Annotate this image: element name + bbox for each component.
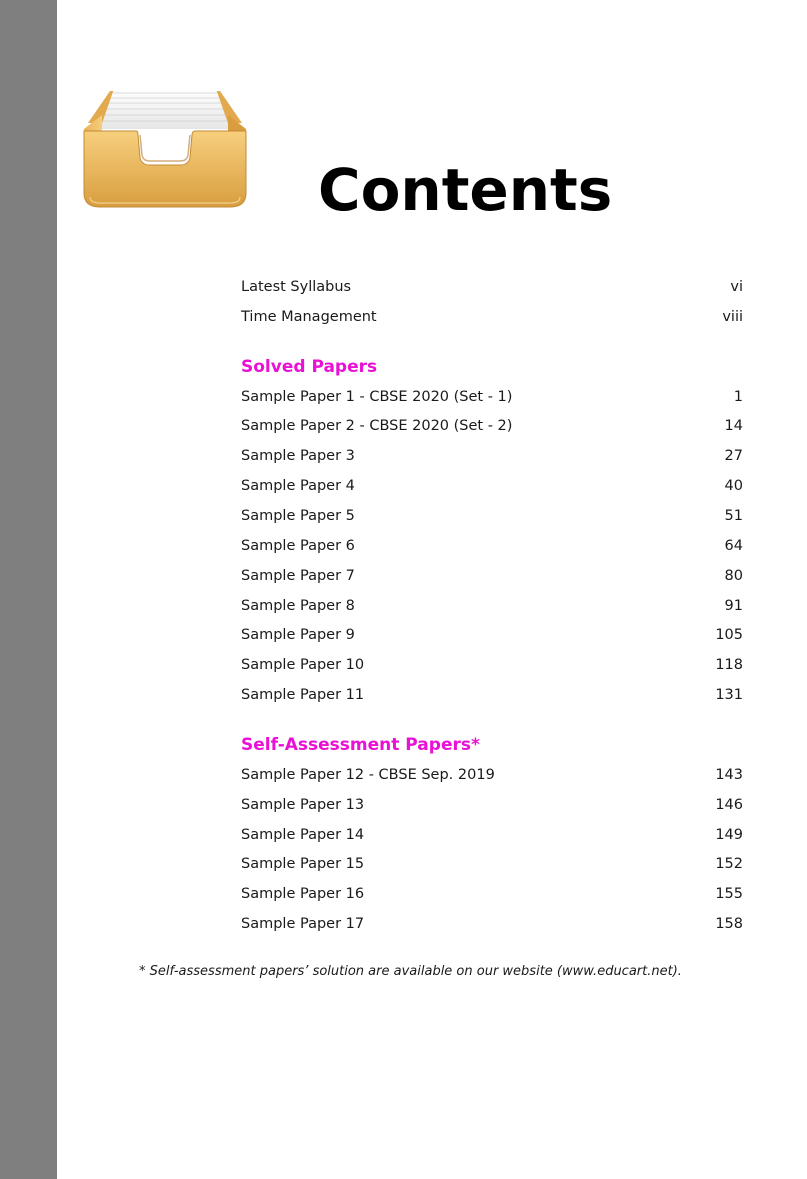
- toc-entry-label: Sample Paper 5: [241, 507, 355, 524]
- toc-entry: [241, 879, 743, 909]
- toc-entry: [241, 531, 743, 561]
- toc-entry: [241, 790, 743, 820]
- toc-entry: [241, 760, 743, 790]
- toc-entry-page: 146: [715, 796, 743, 813]
- toc-entry: [241, 650, 743, 680]
- toc-entry: [241, 441, 743, 471]
- toc-entry-page: vi: [730, 278, 743, 295]
- toc-entry: [241, 591, 743, 621]
- page-title: Contents: [318, 156, 613, 224]
- toc-entry-page: 152: [715, 856, 743, 873]
- section-spacer: [241, 332, 743, 352]
- toc-entry-latest-syllabus: [241, 272, 743, 302]
- toc-entry-page: 1: [733, 388, 743, 405]
- toc-entry-label: Sample Paper 14: [241, 826, 365, 843]
- toc-entry-label: Sample Paper 16: [241, 886, 365, 903]
- table-of-contents: [241, 272, 743, 939]
- toc-entry-label: Sample Paper 7: [241, 567, 355, 584]
- toc-entry-page: 118: [715, 657, 743, 674]
- toc-entry: [241, 501, 743, 531]
- toc-entry: [241, 620, 743, 650]
- toc-entry-page: 155: [715, 886, 743, 903]
- section-heading-solved-papers: Solved Papers: [241, 356, 378, 377]
- toc-entry-label: Sample Paper 13: [241, 796, 365, 813]
- toc-entry-page: 80: [724, 567, 743, 584]
- toc-entry-page: 91: [724, 597, 743, 614]
- toc-entry-label: Sample Paper 6: [241, 537, 355, 554]
- toc-entry-label: Sample Paper 12 - CBSE Sep. 2019: [241, 766, 495, 783]
- toc-entry-label: Sample Paper 1 - CBSE 2020 (Set - 1): [241, 388, 513, 405]
- toc-entry-page: 27: [724, 448, 743, 465]
- toc-entry-page: 64: [724, 537, 743, 554]
- toc-entry-page: 51: [724, 507, 743, 524]
- toc-entry-label: Sample Paper 8: [241, 597, 355, 614]
- toc-entry-page: 105: [715, 627, 743, 644]
- toc-entry: [241, 909, 743, 939]
- toc-entry: [241, 412, 743, 442]
- toc-entry-label: Sample Paper 11: [241, 687, 365, 704]
- toc-entry: [241, 471, 743, 501]
- toc-entry-label: Sample Paper 4: [241, 478, 355, 495]
- page-edge-bar: [0, 0, 57, 1179]
- toc-entry: [241, 680, 743, 710]
- toc-entry-label: Sample Paper 15: [241, 856, 365, 873]
- paper-tray-icon: [80, 85, 250, 210]
- toc-entry-page: viii: [722, 308, 743, 325]
- toc-entry: [241, 850, 743, 880]
- toc-entry: [241, 561, 743, 591]
- toc-entry-page: 158: [715, 916, 743, 933]
- toc-entry-label: Sample Paper 17: [241, 916, 365, 933]
- toc-entry-page: 40: [724, 478, 743, 495]
- toc-entry-label: Latest Syllabus: [241, 278, 352, 295]
- toc-entry-label: Sample Paper 2 - CBSE 2020 (Set - 2): [241, 418, 513, 435]
- toc-entry-label: Sample Paper 10: [241, 657, 365, 674]
- toc-entry: [241, 820, 743, 850]
- toc-entry: [241, 382, 743, 412]
- footnote: * Self-assessment papers’ solution are available on our website (www.educart.net).: [139, 964, 682, 979]
- toc-entry-label: Time Management: [241, 308, 377, 325]
- toc-entry-page: 149: [715, 826, 743, 843]
- section-heading-self-assessment-papers: Self-Assessment Papers*: [241, 734, 480, 755]
- toc-entry-label: Sample Paper 3: [241, 448, 355, 465]
- toc-entry-time-management: [241, 302, 743, 332]
- section-spacer: [241, 710, 743, 730]
- toc-entry-page: 143: [715, 766, 743, 783]
- toc-entry-page: 14: [724, 418, 743, 435]
- toc-entry-page: 131: [715, 687, 743, 704]
- toc-entry-label: Sample Paper 9: [241, 627, 355, 644]
